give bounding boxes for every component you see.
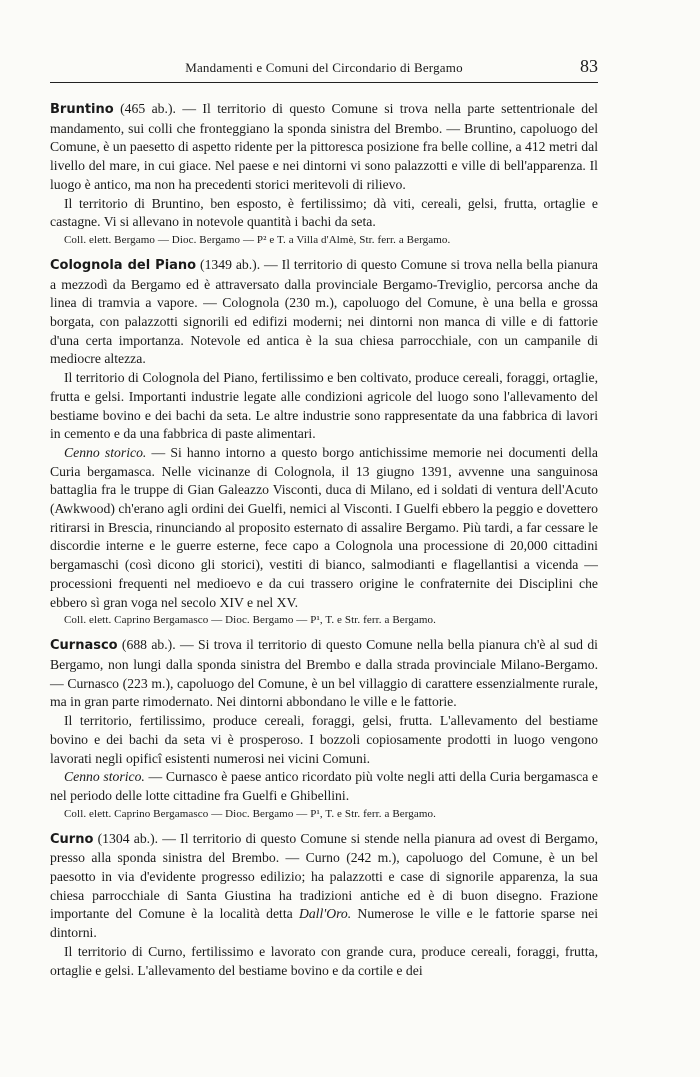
- historical-note-label: Cenno storico.: [64, 444, 147, 460]
- entry-paragraph: [50, 100, 598, 195]
- running-title: Mandamenti e Comuni del Circondario di Bergamo: [185, 60, 463, 75]
- entry-paragraph: [50, 256, 598, 369]
- entry-paragraph: Il territorio di Colognola del Piano, fertilissimo e ben coltivato, produce cereali, foraggi, ortaglie, frutta e gelsi. Importanti industrie legate alle condizioni agricole del luogo sono l'allevamento del bestiame bovino e dei bachi da seta. Le altre industrie sono rappresentate da una fabbrica di lavori in cemento e da una fabbrica di paste alimentari.: [50, 370, 598, 442]
- entry-paragraph: Il territorio, fertilissimo, produce cereali, foraggi, gelsi, frutta. L'allevamento del bestiame bovino e dei bachi da seta vi è prosperoso. I bozzoli copiosamente prodotti in luogo vengono lavorati negli opificî esistenti numerosi nei vicini Comuni.: [50, 713, 598, 766]
- historical-note: [50, 444, 598, 612]
- entry-name: Curno: [50, 831, 94, 847]
- entry-paragraph: Il territorio di Curno, fertilissimo e lavorato con grande cura, produce cereali, foraggi, frutta, ortaglie e gelsi. L'allevamento del bestiame bovino e da cortile e dei: [50, 943, 598, 978]
- entry-name: Colognola del Piano: [50, 257, 197, 273]
- page-body: [50, 100, 598, 980]
- page-number: 83: [580, 56, 598, 76]
- electoral-note: Coll. elett. Caprino Bergamasco — Dioc. Bergamo — P¹, T. e Str. ferr. a Bergamo.: [64, 614, 436, 627]
- locality-name: Dall'Oro.: [298, 906, 352, 922]
- entry-name: Bruntino: [50, 102, 114, 117]
- entry-paragraph: [50, 636, 598, 712]
- entry-text: (1304 ab.). — Il territorio di questo Comune si stende nella pianura ad ovest di Bergamo, presso alla sponda sinistra del Brembo. — Curno (242 m.), capoluogo del Comune, è un bel paesotto in via d'evidente progresso edilizio; ha palazzotti e case di signorile apparenza, la sua chiesa parrocchiale di Santa Giustina ha tradizioni antiche ed è di buon disegno. Frazione importante del Comune è la località detta: [50, 830, 598, 922]
- entry-text: (465 ab.). — Il territorio di questo Comune si trova nella parte settentrionale del mandamento, sui colli che fronteggiano la sponda sinistra del Brembo. — Bruntino, capoluogo del Comune, è un paesetto di aspetto ridente per la pittoresca posizione fra belle colline, a 412 metri dal livello del mare, in cui giace. Nel paese e nei dintorni vi sono palazzotti e ville di bell'apparenza. Il luogo è antico, ma non ha precedenti storici meritevoli di rilievo.: [50, 101, 598, 192]
- historical-note: [50, 768, 598, 805]
- historical-note-text: — Si hanno intorno a questo borgo antichissime memorie nei documenti della Curia bergamasca. Nelle vicinanze di Colognola, il 13 giugno 1391, avvenne una sanguinosa battaglia fra le truppe di Gian Galeazzo Visconti, duca di Milano, ed i soldati di ventura dell'Acuto (Awkwood) ch'erano agli ordini dei Guelfi, nemici al Visconti. I Guelfi ebbero la peggio e dovettero ritirarsi in Brescia, rinunciando al proposito esternato di assalire Bergamo. Più tardi, a far cessare le discordie interne e le guerre esterne, fece capo a Colognola una processione di 20,000 cittadini bergamaschi (così dicono gli storici), vestiti di bianco, salmodianti e flagellantisi a vicenda — processioni frequenti nel medioevo e da cui trassero origine le confraternite dei Disciplini che ebbero sì gran voga nel secolo XIV e nel XV.: [50, 444, 598, 610]
- historical-note-label: Cenno storico.: [64, 769, 145, 785]
- entry-text: (688 ab.). — Si trova il territorio di questo Comune nella bella pianura ch'è al sud di Bergamo, non lungi dalla sponda sinistra del Brembo e dalla strada provinciale Milano-Bergamo. — Curnasco (223 m.), capoluogo del Comune, è un bel villaggio di carattere essenzialmente rurale, ma in gran parte rimodernato. Nei dintorni abbondano le ville e le fattorie.: [50, 637, 598, 710]
- historical-note-text: — Curnasco è paese antico ricordato più volte negli atti della Curia bergamasca e nel periodo delle lotte cittadine fra Guelfi e Ghibellini.: [50, 769, 599, 803]
- entry-text: (1349 ab.). — Il territorio di questo Comune si trova nella bella pianura a mezzodì da Bergamo ed è attraversato dalla provinciale Bergamo-Treviglio, percorsa anche da linea di tramvia a vapore. — Colognola (230 m.), capoluogo del Comune, è una bella e grossa borgata, con palazzotti signorili ed edifizi moderni; nei dintorni non manca di ville e di fattorie d'una certa importanza. Notevole ed antica è la sua chiesa parrocchiale, con un campanile di mediocre altezza.: [50, 256, 598, 367]
- running-header: [50, 58, 598, 83]
- entry-paragraph: Il territorio di Bruntino, ben esposto, è fertilissimo; dà viti, cereali, gelsi, frutta, ortaglie e castagne. Vi si allevano in notevole quantità i bachi da seta.: [50, 195, 598, 230]
- electoral-note: Coll. elett. Caprino Bergamasco — Dioc. Bergamo — P¹, T. e Str. ferr. a Bergamo.: [64, 807, 436, 820]
- entry-text: Numerose le ville e le fattorie sparse nei dintorni.: [50, 906, 599, 941]
- entry-name: Curnasco: [50, 638, 118, 654]
- entry-paragraph: [50, 830, 598, 943]
- electoral-note: Coll. elett. Bergamo — Dioc. Bergamo — P² e T. a Villa d'Almè, Str. ferr. a Bergamo.: [64, 233, 451, 246]
